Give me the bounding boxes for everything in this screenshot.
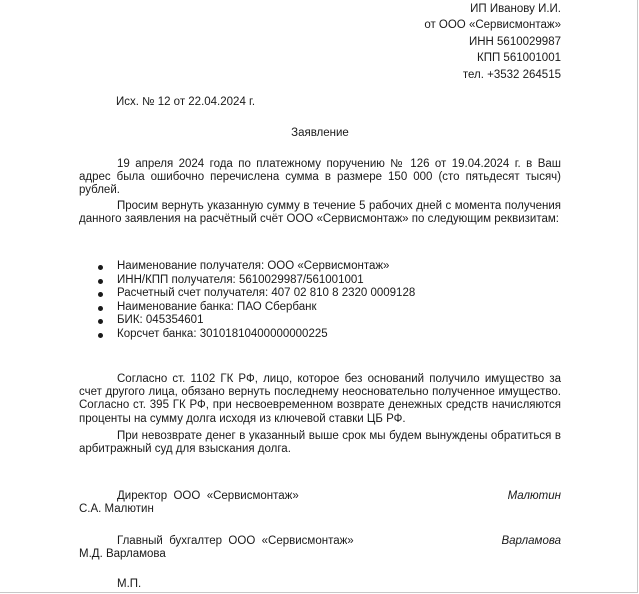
requisites-list [79, 260, 415, 342]
sender-inn: ИНН 5610029987 [468, 35, 561, 48]
addressee-block [424, 1, 561, 83]
director-signature-block [79, 490, 561, 517]
director-name: С.А. Малютин [79, 503, 154, 516]
accountant-signature-block [79, 535, 561, 562]
addressee-line: ИП Иванову И.И. [470, 3, 561, 15]
sender-phone: тел. +3532 264515 [462, 68, 561, 81]
paragraph-payment: 19 апреля 2024 года по платежному поручению № 126 от 19.04.2024 г. в Ваш адрес была ошибочно перечислена сумма в размере 150 000 (сто пятьдесят тысяч) рублей. [79, 158, 561, 197]
list-item: Наименование получателя: ООО «Сервисмонтаж» [79, 260, 415, 274]
paragraph-legal-basis: Согласно ст. 1102 ГК РФ, лицо, которое без оснований получило имущество за счет другого лица, обязано вернуть последнему неосновательно полученное имущество. Согласно ст. 395 ГК РФ, при несвоевременном возврате денежных средств начисляются проценты на сумму долга исходя из ключевой ставки ЦБ РФ. [79, 373, 561, 425]
stamp-place: М.П. [117, 578, 142, 590]
paragraph-request: Просим вернуть указанную сумму в течение 5 рабочих дней с момента получения данного заявления на расчётный счёт ООО «Сервисмонтаж» по следующим реквизитам: [79, 200, 561, 226]
paragraph-warning: При невозврате денег в указанный выше срок мы будем вынуждены обратиться в арбитражный суд для взыскания долга. [79, 430, 561, 456]
accountant-name: М.Д. Варламова [79, 548, 166, 561]
list-item: Расчетный счет получателя: 407 02 810 8 2320 0009128 [79, 287, 415, 301]
list-item: Наименование банка: ПАО Сбербанк [79, 301, 415, 315]
document-title: Заявление [291, 127, 349, 139]
list-item: Корсчет банка: 30101810400000000225 [79, 328, 415, 342]
sender-line: от ООО «Сервисмонтаж» [424, 19, 561, 32]
sender-kpp: КПП 561001001 [477, 52, 561, 65]
list-item: ИНН/КПП получателя: 5610029987/561001001 [79, 274, 415, 288]
outgoing-reference: Исх. № 12 от 22.04.2024 г. [116, 96, 256, 108]
accountant-role: Главный бухгалтер ООО «Сервисмонтаж» [117, 535, 354, 547]
director-role: Директор ООО «Сервисмонтаж» [117, 490, 299, 502]
director-signature: Малютин [507, 490, 561, 502]
list-item: БИК: 045354601 [79, 314, 415, 328]
accountant-signature: Варламова [501, 535, 561, 547]
